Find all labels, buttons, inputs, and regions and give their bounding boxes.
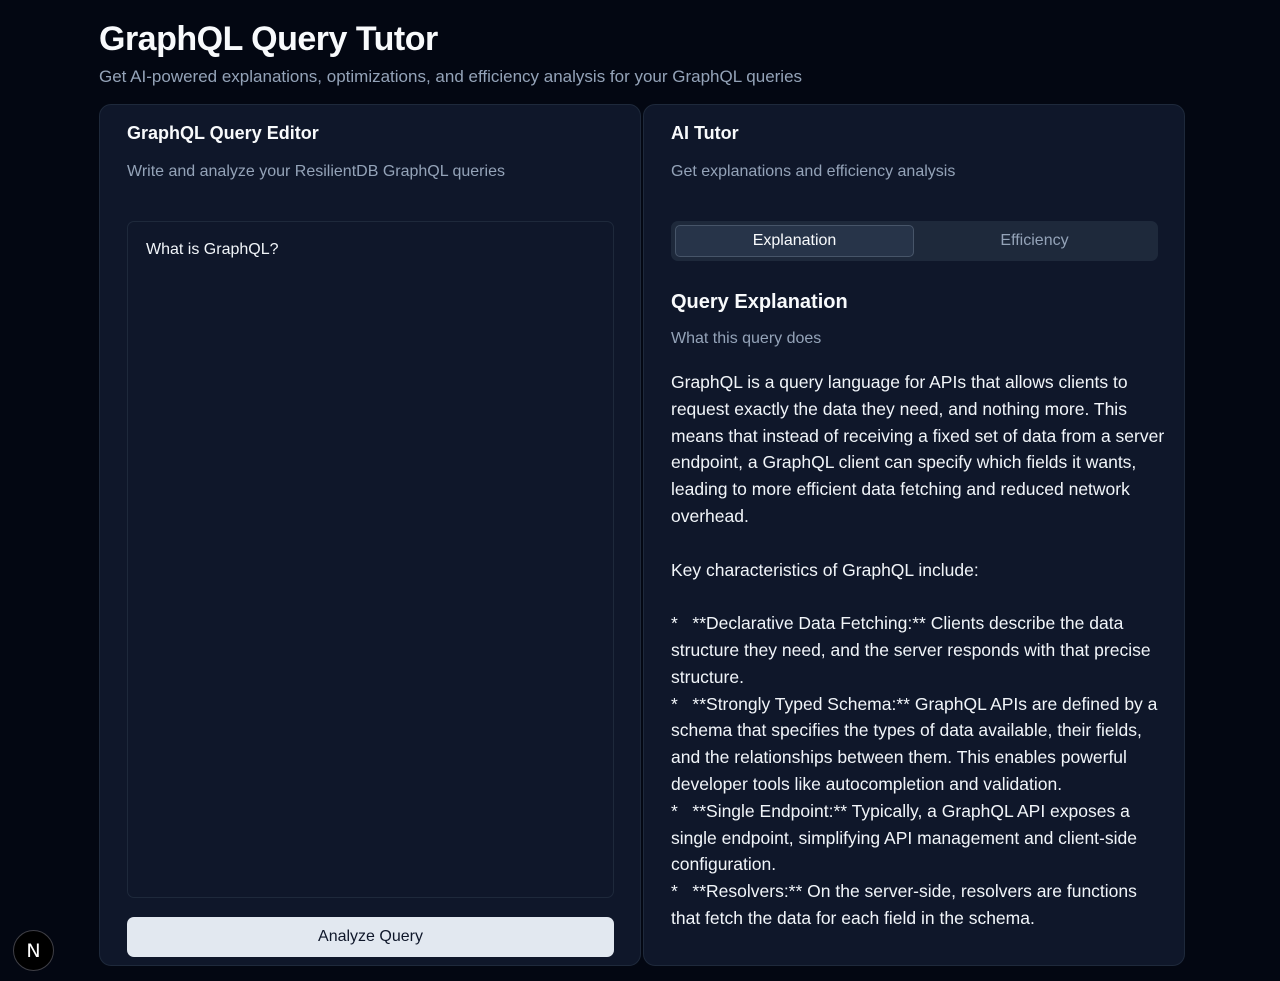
explanation-section-title: Query Explanation <box>671 291 848 313</box>
tutor-card-title: AI Tutor <box>671 123 739 143</box>
query-editor-card <box>99 104 641 966</box>
editor-card-description: Write and analyze your ResilientDB GraphQL queries <box>127 163 505 180</box>
tab-explanation[interactable]: Explanation <box>675 225 914 257</box>
page-title: GraphQL Query Tutor <box>99 20 438 58</box>
analyze-query-button[interactable]: Analyze Query <box>127 917 614 957</box>
ai-tutor-card <box>643 104 1185 966</box>
editor-card-title: GraphQL Query Editor <box>127 123 319 143</box>
page-header <box>99 20 802 87</box>
tutor-card-description: Get explanations and efficiency analysis <box>671 163 956 180</box>
tutor-tabs <box>671 221 1158 261</box>
tab-efficiency[interactable]: Efficiency <box>1000 232 1069 249</box>
explanation-section-description: What this query does <box>671 330 822 347</box>
query-textarea[interactable]: What is GraphQL? <box>127 221 614 898</box>
explanation-text: GraphQL is a query language for APIs that allows clients to request exactly the data they need, and nothing more. This means that instead of receiving a fixed set of data from a server endpoint, a GraphQL client can specify which fields it wants, leading to more efficient data fetching and reduced network overhead. Key characteristics of GraphQL include: * **Declarative Data Fetching:** Clients describe the data structure they need, and the server responds with that precise structure. * **Strongly Typed Schema:** GraphQL APIs are defined by a schema that specifies the types of data available, their fields, and the relationships between them. This enables powerful developer tools like autocompletion and validation. * **Single Endpoint:** Typically, a GraphQL API exposes a single endpoint, simplifying API management and client-side configuration. * **Resolvers:** On the server-side, resolvers are functions that fetch the data for each field in the schema. <box>671 372 1165 928</box>
nextjs-icon[interactable]: N <box>13 930 54 971</box>
page-subtitle: Get AI-powered explanations, optimizations, and efficiency analysis for your GraphQL queries <box>99 67 803 86</box>
